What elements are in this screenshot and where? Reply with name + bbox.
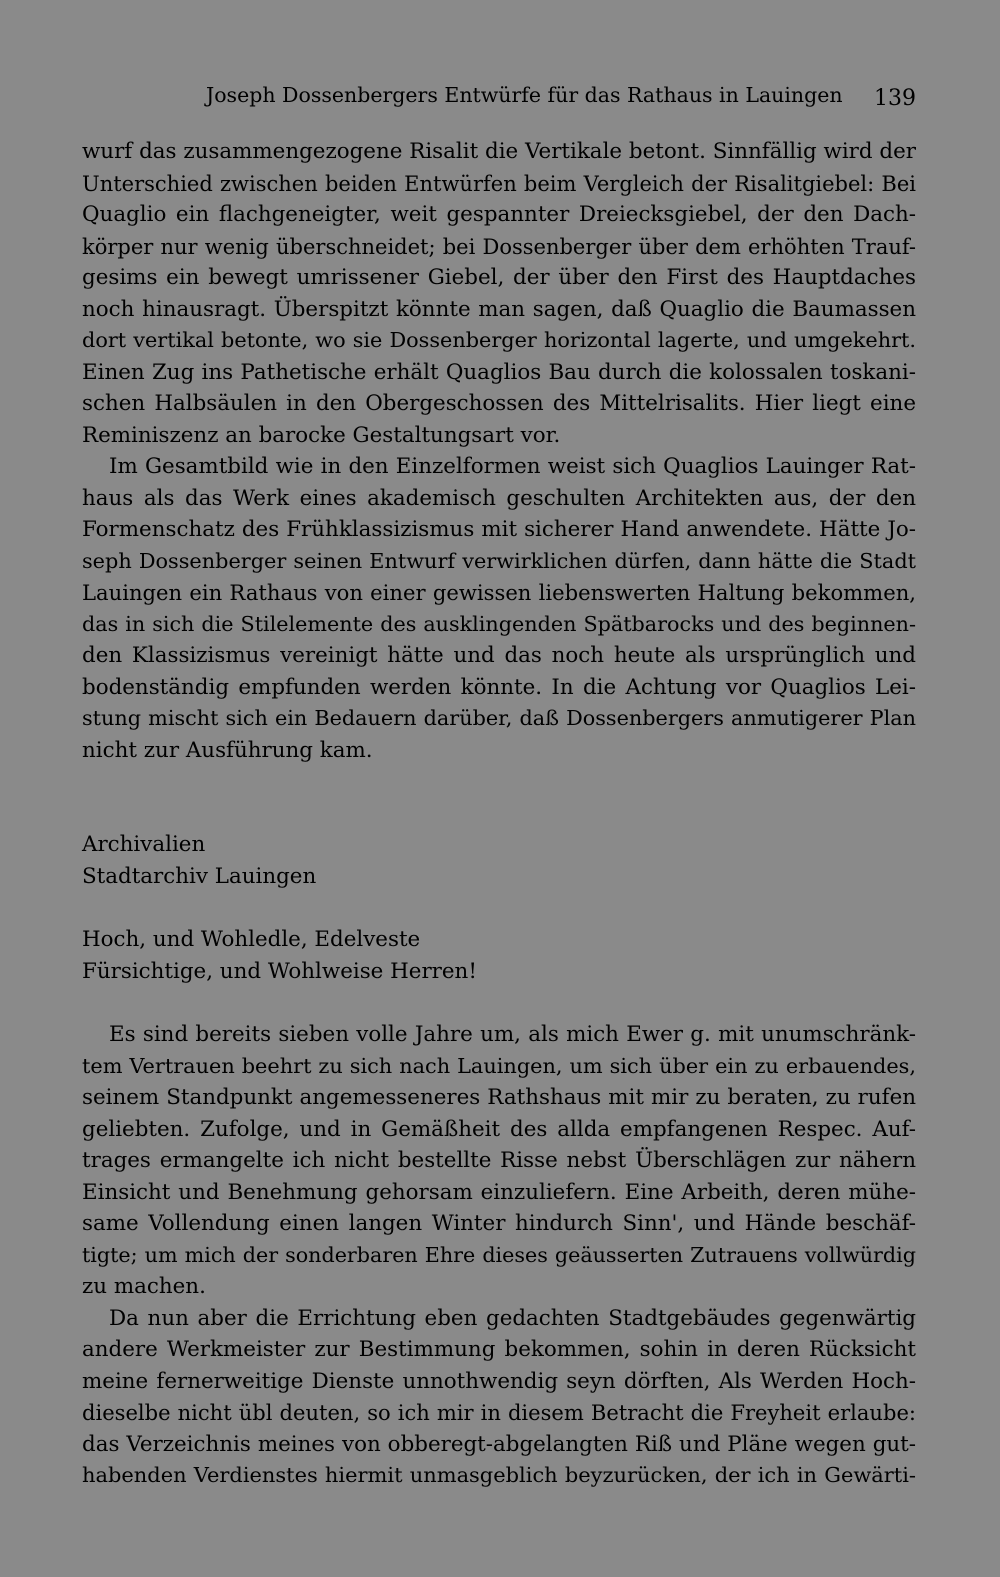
- running-head: [82, 78, 916, 112]
- archive-heading: Archivalien: [82, 832, 206, 857]
- salutation-line: Hoch, und Wohledle, Edelveste: [82, 927, 421, 952]
- section-spacer: [82, 766, 916, 829]
- text-line: tigte; um mich der sonderbaren Ehre dieses geäusserten Zutrauens vollwürdig: [82, 1242, 916, 1267]
- text-line: same Vollendung einen langen Winter hindurch Sinn', und Hände beschäf-: [82, 1211, 916, 1236]
- text-line: seph Dossenberger seinen Entwurf verwirklichen dürfen, dann hätte die Stadt: [82, 548, 916, 573]
- text-line: dieselbe nicht übl deuten, so ich mir in diesem Betracht die Freyheit erlaube:: [82, 1400, 916, 1425]
- text-line: zu machen.: [82, 1274, 206, 1299]
- text-line: Unterschied zwischen beiden Entwürfen beim Vergleich der Risalitgiebel: Bei: [82, 170, 916, 196]
- text-line: Formenschatz des Frühklassizismus mit sicherer Hand anwendete. Hätte Jo-: [82, 517, 916, 542]
- salutation: [82, 924, 916, 987]
- text-line: Einsicht und Benehmung gehorsam einzuliefern. Eine Arbeith, deren mühe-: [82, 1179, 916, 1205]
- text-line: bodenständig empfunden werden könnte. In die Achtung vor Quaglios Lei-: [82, 674, 916, 700]
- text-line: Lauingen ein Rathaus von einer gewissen liebenswerten Haltung bekommen,: [82, 580, 916, 605]
- text-line: nicht zur Ausführung kam.: [82, 737, 373, 763]
- text-line: Es sind bereits sieben volle Jahre um, als mich Ewer g. mit unumschränk-: [109, 1022, 916, 1047]
- paragraph: [82, 136, 916, 451]
- text-line: Im Gesamtbild wie in den Einzelformen weist sich Quaglios Lauinger Rat-: [109, 454, 916, 479]
- running-title: Joseph Dossenbergers Entwürfe für das Rathaus in Lauingen: [206, 83, 843, 107]
- text-line: Quaglio ein flachgeneigter, weit gespannter Dreiecksgiebel, der den Dach-: [82, 202, 916, 227]
- text-line: tem Vertrauen beehrt zu sich nach Lauingen, um sich über ein zu erbauendes,: [82, 1053, 916, 1078]
- text-line: körper nur wenig überschneidet; bei Dossenberger über dem erhöhten Trauf-: [82, 233, 916, 259]
- text-line: das Verzeichnis meines von obberegt-abgelangten Riß und Pläne wegen gut-: [82, 1431, 916, 1457]
- text-line: noch hinausragt. Überspitzt könnte man sagen, daß Quaglio die Baumassen: [82, 296, 916, 322]
- text-line: schen Halbsäulen in den Obergeschossen des Mittelrisalits. Hier liegt eine: [82, 391, 916, 416]
- text-line: Da nun aber die Errichtung eben gedachten Stadtgebäudes gegenwärtig: [109, 1305, 916, 1331]
- text-line: habenden Verdienstes hiermit unmasgeblich beyzurücken, der ich in Gewärti-: [82, 1463, 916, 1487]
- text-line: meine fernerweitige Dienste unnothwendig seyn dörften, Als Werden Hoch-: [82, 1368, 916, 1394]
- page-number: 139: [874, 86, 916, 111]
- text-line: geliebten. Zufolge, und in Gemäßheit des allda empfangenen Respec. Auf-: [82, 1116, 916, 1142]
- text-line: haus als das Werk eines akademisch geschulten Architekten aus, der den: [82, 485, 916, 511]
- text-line: das in sich die Stilelemente des ausklingenden Spätbarocks und des beginnen-: [82, 611, 916, 636]
- letter-paragraph: [82, 1303, 916, 1492]
- text-line: seinem Standpunkt angemesseneres Rathshaus mit mir zu beraten, zu rufen: [82, 1085, 916, 1110]
- text-line: dort vertikal betonte, wo sie Dossenberger horizontal lagerte, und umgekehrt.: [82, 328, 916, 352]
- text-line: wurf das zusammengezogene Risalit die Vertikale betont. Sinnfällig wird der: [82, 139, 916, 164]
- text-line: stung mischt sich ein Bedauern darüber, daß Dossenbergers anmutigerer Plan: [82, 706, 916, 730]
- archive-block: [82, 829, 916, 892]
- text-line: Reminiszenz an barocke Gestaltungsart vor.: [82, 422, 561, 448]
- text-line: Einen Zug ins Pathetische erhält Quaglios Bau durch die kolossalen toskani-: [82, 359, 916, 385]
- section-spacer: [82, 892, 916, 924]
- salutation-line: Fürsichtige, und Wohlweise Herren!: [82, 958, 477, 984]
- body-text: [82, 136, 916, 1492]
- paragraph: [82, 451, 916, 766]
- section-spacer: [82, 987, 916, 1019]
- text-line: trages ermangelte ich nicht bestellte Risse nebst Überschlägen zur nähern: [82, 1148, 916, 1173]
- archive-source: Stadtarchiv Lauingen: [82, 863, 317, 889]
- text-line: gesims ein bewegt umrissener Giebel, der über den First des Hauptdaches: [82, 265, 916, 290]
- text-line: den Klassizismus vereinigt hätte und das noch heute als ursprünglich und: [82, 643, 916, 668]
- text-line: andere Werkmeister zur Bestimmung bekommen, sohin in deren Rücksicht: [82, 1337, 916, 1362]
- letter-paragraph: [82, 1019, 916, 1303]
